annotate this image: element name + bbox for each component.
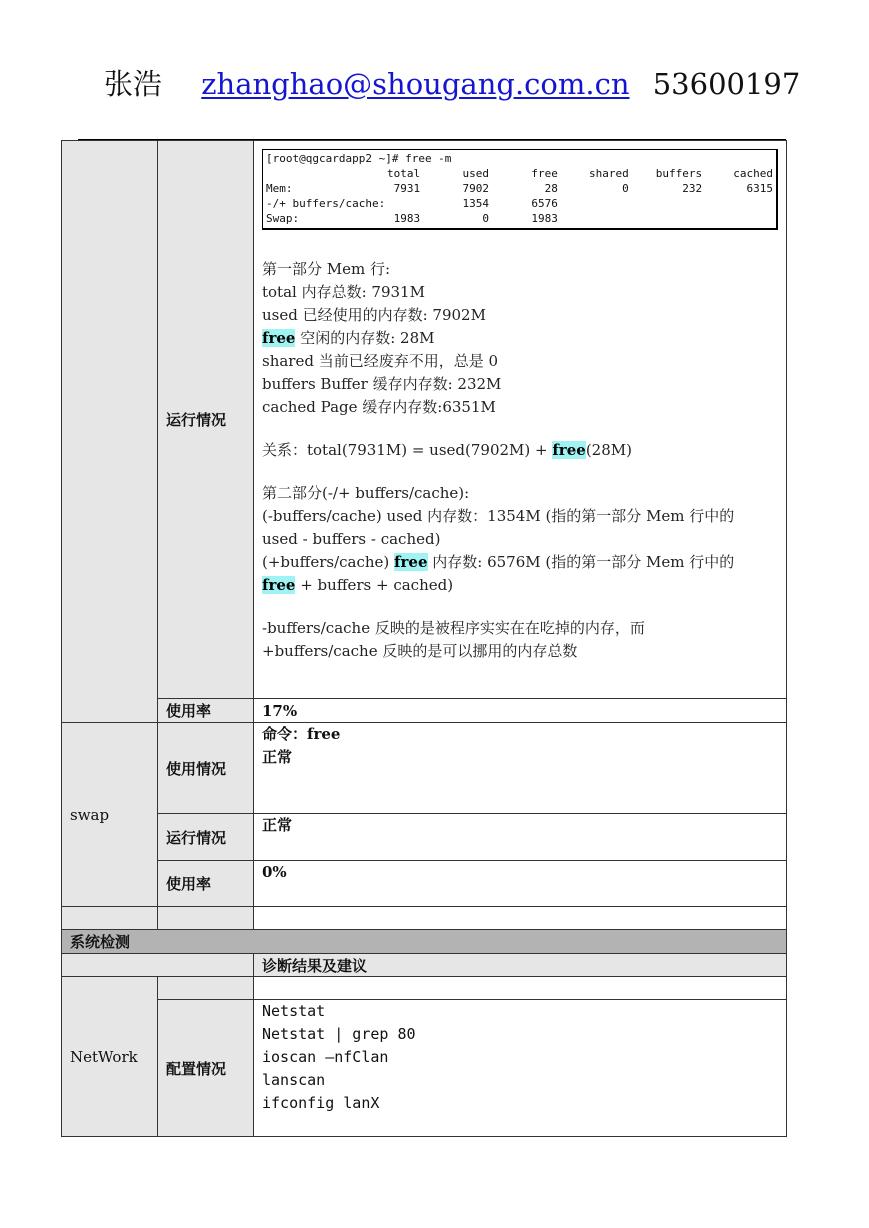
result-header: 诊断结果及建议 [254,954,787,977]
network-category: NetWork [62,977,158,1137]
swap-status: 正常 [262,748,293,766]
mem-category-cell [62,141,158,723]
empty-cell [62,907,158,930]
terminal-prompt: [root@qgcardapp2 ~]# free -m [266,152,452,165]
network-command: Netstat [262,1002,326,1020]
author-email-link[interactable]: zhanghao@shougang.com.cn [201,67,630,101]
terminal-cell: 232 [682,182,703,195]
empty-cell [254,907,787,930]
mem-run-content [254,141,787,699]
terminal-cell: 0 [482,212,490,225]
section-title: 系统检测 [62,930,787,954]
terminal-row-label: -/+ buffers/cache: [266,197,386,210]
terminal-col: buffers [655,167,703,180]
terminal-cell: 7931 [393,182,421,195]
plus-buffers-text: (+buffers/cache) [262,553,395,571]
swap-run-label: 运行情况 [158,814,254,861]
network-row-top [62,977,787,1000]
swap-use-row [62,723,787,814]
swap-usage-label: 使用率 [158,861,254,907]
empty-cell [158,907,254,930]
memory-explanation [262,258,778,663]
network-config-label: 配置情况 [158,1000,254,1137]
empty-cell [254,977,787,1000]
part1-title: 第一部分 Mem 行: [262,260,391,278]
relation-text: (28M) [585,441,632,459]
relation-text: 关系：total(7931M) = used(7902M) + [262,441,553,459]
network-command: Netstat | grep 80 [262,1025,416,1043]
free-highlight: free [262,576,296,594]
mem-run-row [62,141,787,699]
document-header [104,62,800,103]
minus-buffers-line: used - buffers - cached) [262,530,441,548]
part2-title: 第二部分(-/+ buffers/cache): [262,484,470,502]
free-highlight: free [262,329,296,347]
summary-line: -buffers/cache 反映的是被程序实实在在吃掉的内存，而 [262,619,645,637]
empty-row [62,907,787,930]
swap-usage-row [62,861,787,907]
free-highlight: free [552,441,586,459]
swap-run-value: 正常 [254,814,787,861]
empty-cell [158,977,254,1000]
total-line: total 内存总数: 7931M [262,283,425,301]
swap-command: 命令：free [262,725,341,743]
terminal-col: used [462,167,490,180]
relation-line [262,439,778,462]
terminal-row-label: Swap: [266,212,300,225]
terminal-row-mem [266,181,773,196]
terminal-col: free [531,167,558,180]
swap-category: swap [62,723,158,907]
mem-usage-value: 17% [254,699,787,723]
plus-buffers-text: + buffers + cached) [295,576,454,594]
result-header-row [62,954,787,977]
section-header-row [62,930,787,954]
terminal-row-swap [266,211,773,226]
terminal-cell: 6576 [531,197,558,210]
network-command: ifconfig lanX [262,1094,380,1112]
plus-buffers-line [262,551,778,574]
used-line: used 已经使用的内存数: 7902M [262,306,486,324]
minus-buffers-line: (-buffers/cache) used 内存数：1354M (指的第一部分 Mem 行中的 [262,507,735,525]
terminal-row-buffers [266,196,773,211]
terminal-cell: 6315 [746,182,773,195]
terminal-cell: 1983 [393,212,421,225]
result-header-spacer [62,954,254,977]
author-phone: 53600197 [652,67,801,101]
swap-usage-value: 0% [254,861,787,907]
terminal-cell: 7902 [462,182,490,195]
terminal-cell: 1354 [462,197,490,210]
swap-use-content [254,723,787,814]
terminal-col: cached [733,167,773,180]
summary-line: +buffers/cache 反映的是可以挪用的内存总数 [262,642,578,660]
terminal-cell: 1983 [531,212,558,225]
mem-usage-label: 使用率 [158,699,254,723]
terminal-cell: 28 [544,182,558,195]
network-command: lanscan [262,1071,326,1089]
plus-buffers-text: 内存数: 6576M (指的第一部分 Mem 行中的 [427,553,735,571]
terminal-cell: 0 [622,182,629,195]
network-config-row [62,1000,787,1137]
network-commands [254,1000,787,1137]
free-line [262,327,778,350]
cached-line: cached Page 缓存内存数:6351M [262,398,496,416]
buffers-line: buffers Buffer 缓存内存数: 232M [262,375,502,393]
inspection-table [61,140,787,1137]
shared-line: shared 当前已经废弃不用，总是 0 [262,352,499,370]
terminal-table [266,166,773,226]
swap-run-row [62,814,787,861]
free-highlight: free [394,553,428,571]
terminal-row-label: Mem: [266,182,293,195]
free-line-text: 空闲的内存数: 28M [295,329,435,347]
terminal-col: shared [588,167,629,180]
network-command: ioscan –nfClan [262,1048,389,1066]
terminal-header-row [266,166,773,181]
swap-use-label: 使用情况 [158,723,254,814]
plus-buffers-line [262,574,778,597]
mem-run-label: 运行情况 [158,141,254,699]
terminal-col: total [387,167,421,180]
free-command-output [262,149,778,230]
mem-usage-row [62,699,787,723]
author-name: 张浩 [104,67,163,101]
